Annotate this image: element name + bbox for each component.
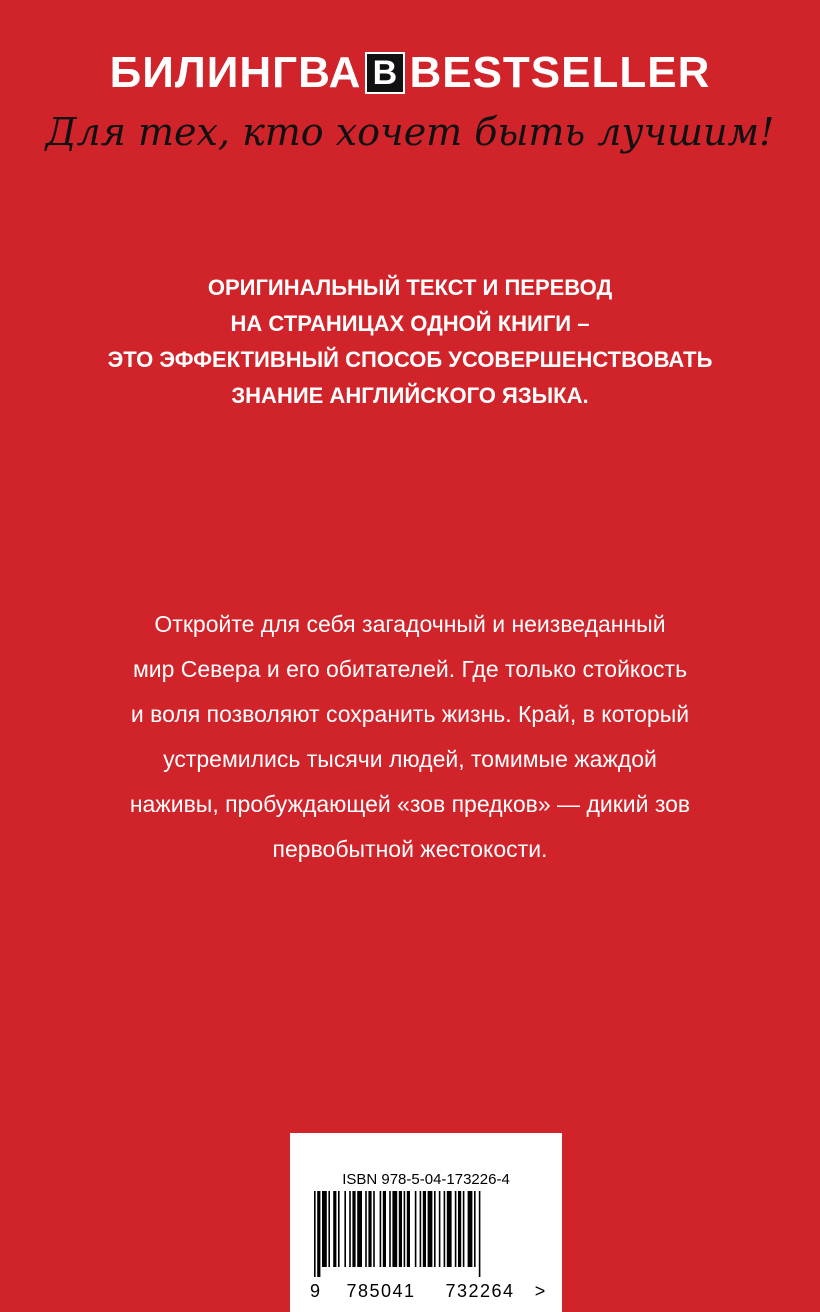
barcode-bar <box>399 1191 402 1267</box>
barcode-bar <box>415 1191 417 1267</box>
barcode-bar <box>352 1191 355 1267</box>
barcode-bar <box>338 1191 340 1267</box>
barcode-bar <box>423 1191 426 1267</box>
barcode-bar <box>407 1191 410 1267</box>
isbn-digits <box>310 1281 550 1302</box>
lead-line: НА СТРАНИЦАХ ОДНОЙ КНИГИ – <box>230 311 590 336</box>
barcode-bar <box>333 1191 336 1267</box>
barcode-bar <box>474 1191 476 1267</box>
barcode-bar <box>389 1191 391 1267</box>
description-line: Откройте для себя загадочный и неизведанный <box>154 611 666 637</box>
description <box>60 602 760 872</box>
description-line: устремились тысячи людей, томимые жаждой <box>163 746 657 772</box>
barcode-bar <box>322 1191 327 1267</box>
barcode-bar <box>434 1191 436 1267</box>
description-line: первобытной жестокости. <box>272 836 548 862</box>
isbn-label: ISBN 978-5-04-173226-4 <box>342 1171 510 1188</box>
barcode-bar <box>404 1191 406 1267</box>
barcode-bar <box>428 1191 433 1267</box>
barcode-bar <box>328 1191 330 1267</box>
isbn-digit-group: 785041 <box>346 1281 416 1301</box>
isbn-block <box>290 1133 562 1312</box>
barcode-bar <box>317 1191 320 1277</box>
barcode-bar <box>380 1191 382 1267</box>
description-line: мир Севера и его обитателей. Где только стойкость <box>132 656 688 682</box>
barcode-bar <box>463 1191 465 1267</box>
barcode-bar <box>392 1191 397 1267</box>
description-line: и воля позволяют сохранить жизнь. Край, в который <box>130 701 690 727</box>
lead-text <box>60 270 760 414</box>
lead-line: ЗНАНИЕ АНГЛИЙСКОГО ЯЗЫКА. <box>231 383 589 408</box>
barcode-bar <box>420 1191 422 1267</box>
isbn-digit-group: 732264 <box>445 1281 515 1301</box>
barcode-bar <box>444 1191 446 1267</box>
barcode-bar <box>344 1191 346 1267</box>
lead-line: ЭТО ЭФФЕКТИВНЫЙ СПОСОБ УСОВЕРШЕНСТВОВАТЬ <box>107 347 713 372</box>
series-subname: BESTSELLER <box>409 48 711 97</box>
series-logo <box>0 48 820 98</box>
lead-line: ОРИГИНАЛЬНЫЙ ТЕКСТ И ПЕРЕВОД <box>207 275 613 300</box>
barcode-bar <box>368 1191 371 1267</box>
barcode-bar <box>365 1191 367 1267</box>
isbn-digit-first: 9 <box>310 1281 321 1301</box>
barcode-bar <box>455 1191 457 1267</box>
barcode-bar <box>314 1191 316 1277</box>
barcode-bar <box>373 1191 375 1267</box>
barcode-bar <box>458 1191 461 1267</box>
barcode-bar <box>383 1191 386 1267</box>
barcode-bar <box>447 1191 452 1267</box>
barcode-bar <box>479 1191 481 1277</box>
description-line: наживы, пробуждающей «зов предков» — дикий зов <box>129 791 691 817</box>
barcode-bar <box>468 1191 473 1267</box>
isbn-arrow: > <box>534 1281 546 1301</box>
barcode-icon <box>314 1191 538 1277</box>
series-badge: B <box>365 52 405 94</box>
barcode-bar <box>349 1191 351 1267</box>
series-name: БИЛИНГВА <box>109 48 362 97</box>
tagline: Для тех, кто хочет быть лучшим! <box>45 110 775 154</box>
barcode-bar <box>357 1191 362 1267</box>
barcode-bar <box>439 1191 441 1267</box>
